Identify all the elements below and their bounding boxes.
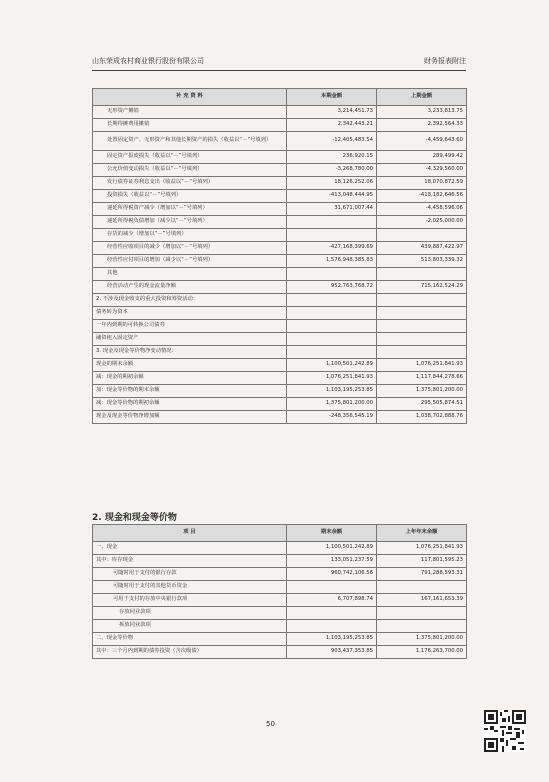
previous-amount: [377, 581, 467, 594]
row-label: 3. 现金及现金等价物净变动情况：: [93, 346, 287, 359]
table-row: [93, 333, 467, 346]
current-amount: [287, 229, 377, 242]
row-label: 递延所得税资产减少（增加以“－”号填列）: [93, 203, 287, 216]
previous-amount: 289,499.42: [377, 151, 467, 164]
previous-amount: 513,803,339.32: [377, 255, 467, 268]
supplementary-info-table: [92, 88, 467, 424]
previous-amount: [377, 268, 467, 281]
previous-amount: 2,392,564.33: [377, 119, 467, 132]
row-label: 投资损失（收益以“－”号填列）: [93, 190, 287, 203]
column-header-item: 项 目: [93, 525, 287, 542]
row-label: 债务转为资本: [93, 307, 287, 320]
current-amount: -3,268,780.00: [287, 164, 377, 177]
current-amount: 1,103,195,253.85: [287, 633, 377, 646]
row-label: 其中：三个月内到期的债券投资（含次级债）: [93, 646, 287, 659]
current-amount: -427,168,399.69: [287, 242, 377, 255]
table-row: [93, 106, 467, 119]
table-row: [93, 346, 467, 359]
previous-amount: [377, 346, 467, 359]
current-amount: [287, 333, 377, 346]
table-row: [93, 177, 467, 190]
header-divider: [92, 70, 466, 71]
previous-amount: [377, 307, 467, 320]
row-label: 二、现金等价物: [93, 633, 287, 646]
table-row: [93, 281, 467, 294]
qr-code-icon: [484, 710, 526, 752]
current-amount: 960,742,106.56: [287, 568, 377, 581]
table-row: [93, 581, 467, 594]
table-row: [93, 190, 467, 203]
previous-amount: 1,375,801,200.00: [377, 633, 467, 646]
previous-amount: 1,176,263,700.00: [377, 646, 467, 659]
previous-amount: [377, 333, 467, 346]
row-label: 减：现金的期初余额: [93, 372, 287, 385]
current-amount: [287, 268, 377, 281]
row-label: 经营活动产生的现金流量净额: [93, 281, 287, 294]
current-amount: [287, 620, 377, 633]
current-amount: 1,076,251,841.93: [287, 372, 377, 385]
row-label: 其他: [93, 268, 287, 281]
previous-amount: -418,182,646.56: [377, 190, 467, 203]
previous-amount: 167,161,653.39: [377, 594, 467, 607]
table-row: [93, 203, 467, 216]
table-row: [93, 119, 467, 132]
row-label: 可随时用于支付的其他货币资金: [93, 581, 287, 594]
row-label: 处置固定资产、无形资产和其他长期资产的损失（收益以“－”号填列）: [93, 132, 287, 151]
current-amount: [287, 346, 377, 359]
cash-equivalents-table: [92, 524, 467, 659]
company-name: 山东荣成农村商业银行股份有限公司: [92, 57, 204, 65]
previous-amount: [377, 320, 467, 333]
table-row: [93, 620, 467, 633]
current-amount: -248,356,545.19: [287, 411, 377, 424]
table-row: [93, 542, 467, 555]
row-label: 递延所得税负债增加（减少以“－”号填列）: [93, 216, 287, 229]
row-label: 存放同业款项: [93, 607, 287, 620]
table-row: [93, 320, 467, 333]
table-row: [93, 372, 467, 385]
column-header-previous: 上期金额: [377, 89, 467, 106]
current-amount: 133,051,237.59: [287, 555, 377, 568]
previous-amount: 715,162,524.29: [377, 281, 467, 294]
previous-amount: -4,459,643.60: [377, 132, 467, 151]
row-label: 一、现金: [93, 542, 287, 555]
previous-amount: [377, 607, 467, 620]
current-amount: 1,100,501,242.89: [287, 359, 377, 372]
previous-amount: 1,375,801,200.00: [377, 385, 467, 398]
column-header-prior-year: 上年年末余额: [377, 525, 467, 542]
row-label: 存货的减少（增加以“－”号填列）: [93, 229, 287, 242]
previous-amount: 791,288,593.31: [377, 568, 467, 581]
previous-amount: 117,801,595.23: [377, 555, 467, 568]
row-label: 可用于支付的存放中央银行款项: [93, 594, 287, 607]
current-amount: 1,103,195,253.85: [287, 385, 377, 398]
row-label: 融资租入固定资产: [93, 333, 287, 346]
previous-amount: 295,505,874.51: [377, 398, 467, 411]
row-label: 拆放同业款项: [93, 620, 287, 633]
table-row: [93, 268, 467, 281]
previous-amount: -4,458,596.06: [377, 203, 467, 216]
previous-amount: 1,038,702,888.76: [377, 411, 467, 424]
row-label: 2. 不涉及现金收支的重大投资和筹资活动：: [93, 294, 287, 307]
page-header: [92, 56, 466, 68]
row-label: 减：现金等价物的期初余额: [93, 398, 287, 411]
table-row: [93, 594, 467, 607]
current-amount: -413,048,444.95: [287, 190, 377, 203]
row-label: 长期待摊费用摊销: [93, 119, 287, 132]
previous-amount: [377, 620, 467, 633]
row-label: 现金及现金等价物净增加额: [93, 411, 287, 424]
previous-amount: -2,025,000.00: [377, 216, 467, 229]
column-header-ending: 期末余额: [287, 525, 377, 542]
table-row: [93, 229, 467, 242]
table-row: [93, 607, 467, 620]
table-row: [93, 164, 467, 177]
current-amount: [287, 581, 377, 594]
row-label: 经营性应收项目的减少（增加以“－”号填列）: [93, 242, 287, 255]
table-row: [93, 385, 467, 398]
previous-amount: 1,117,844,278.66: [377, 372, 467, 385]
section-title: 2. 现金和现金等价物: [92, 513, 177, 523]
current-amount: 236,920.15: [287, 151, 377, 164]
row-label: 无形资产摊销: [93, 106, 287, 119]
current-amount: 3,214,451.73: [287, 106, 377, 119]
previous-amount: -4,329,560.00: [377, 164, 467, 177]
row-label: 发行债券证券利息支出（收益以“－”号填列）: [93, 177, 287, 190]
page-number: 50: [266, 720, 275, 728]
section-name: 财务报表附注: [424, 57, 466, 65]
table-row: [93, 255, 467, 268]
table-row: [93, 398, 467, 411]
current-amount: 903,437,353.85: [287, 646, 377, 659]
table-row: [93, 411, 467, 424]
table-row: [93, 646, 467, 659]
current-amount: -12,405,483.54: [287, 132, 377, 151]
current-amount: 2,342,443.21: [287, 119, 377, 132]
row-label: 固定资产报废损失（收益以“－”号填列）: [93, 151, 287, 164]
row-label: 可随时用于支付的银行存款: [93, 568, 287, 581]
column-header-item: 补 充 资 料: [93, 89, 287, 106]
current-amount: 1,100,501,242.89: [287, 542, 377, 555]
row-label: 经营性应付项目的增加（减少以“－”号填列）: [93, 255, 287, 268]
table-row: [93, 633, 467, 646]
previous-amount: [377, 294, 467, 307]
table-row: [93, 151, 467, 164]
previous-amount: 1,076,251,841.93: [377, 542, 467, 555]
previous-amount: 439,887,422.97: [377, 242, 467, 255]
row-label: 其中：库存现金: [93, 555, 287, 568]
table-row: [93, 294, 467, 307]
current-amount: 1,576,948,385.83: [287, 255, 377, 268]
previous-amount: 1,076,251,841.93: [377, 359, 467, 372]
row-label: 加：现金等价物的期末余额: [93, 385, 287, 398]
table-row: [93, 132, 467, 151]
previous-amount: 18,070,872.59: [377, 177, 467, 190]
current-amount: [287, 307, 377, 320]
row-label: 一年内到期的可转换公司债券: [93, 320, 287, 333]
table-row: [93, 242, 467, 255]
current-amount: 31,671,007.44: [287, 203, 377, 216]
table-row: [93, 568, 467, 581]
table-row: [93, 555, 467, 568]
table-row: [93, 307, 467, 320]
current-amount: [287, 607, 377, 620]
previous-amount: [377, 229, 467, 242]
current-amount: 6,707,898.74: [287, 594, 377, 607]
current-amount: 952,763,768.72: [287, 281, 377, 294]
row-label: 公允价值变动损失（收益以“－”号填列）: [93, 164, 287, 177]
current-amount: 1,375,801,200.00: [287, 398, 377, 411]
current-amount: [287, 216, 377, 229]
column-header-current: 本期金额: [287, 89, 377, 106]
table-row: [93, 359, 467, 372]
previous-amount: 3,233,813.75: [377, 106, 467, 119]
table-row: [93, 216, 467, 229]
current-amount: 18,126,252.06: [287, 177, 377, 190]
row-label: 现金的期末余额: [93, 359, 287, 372]
current-amount: [287, 320, 377, 333]
current-amount: [287, 294, 377, 307]
